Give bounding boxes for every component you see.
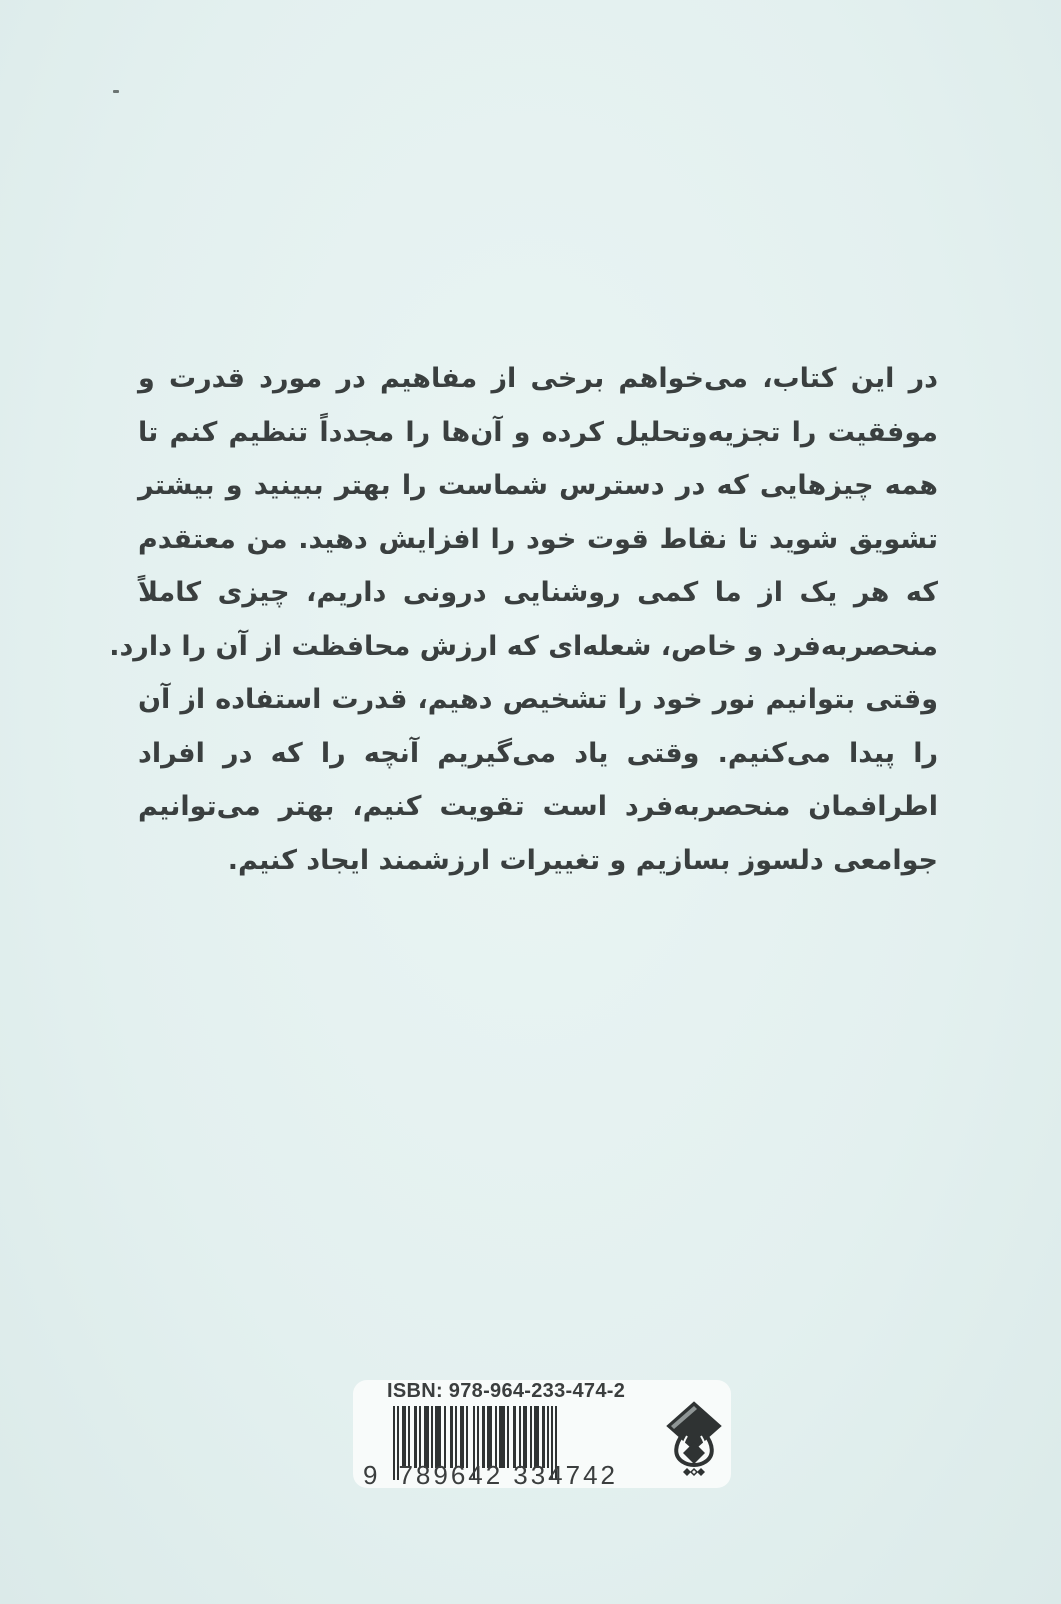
blurb-line: اطرافمان منحصربه‌فرد است تقویت کنیم، بهتر می‌توانیم <box>138 791 938 822</box>
blurb-text <box>109 352 938 887</box>
barcode-digits <box>363 1460 618 1491</box>
blurb-line: تشویق شوید تا نقاط قوت خود را افزایش دهید. من معتقدم <box>138 523 938 555</box>
blurb-line: همه چیزهایی که در دسترس شماست را بهتر ببینید و بیشتر <box>138 470 938 501</box>
isbn-barcode-panel <box>353 1380 731 1488</box>
blurb-line: را پیدا می‌کنیم. وقتی یاد می‌گیریم آنچه را که در افراد <box>138 737 938 769</box>
blurb-line: موفقیت را تجزیه‌وتحلیل کرده و آن‌ها را مجدداً تنظیم کنم تا <box>138 416 938 448</box>
book-diamond-logo-icon <box>661 1400 727 1480</box>
print-speck <box>113 90 119 93</box>
barcode-digits-group1: 789642 <box>398 1460 504 1490</box>
barcode-digits-group2: 334742 <box>513 1460 618 1490</box>
barcode-digit-first: 9 <box>363 1460 381 1490</box>
blurb-line: وقتی بتوانیم نور خود را تشخیص دهیم، قدرت استفاده از آن <box>138 684 938 715</box>
blurb-line: در این کتاب، می‌خواهم برخی از مفاهیم در مورد قدرت و <box>138 363 938 394</box>
blurb-line: جوامعی دلسوز بسازیم و تغییرات ارزشمند ایجاد کنیم. <box>227 844 938 876</box>
blurb-line: منحصربه‌فرد و خاص، شعله‌ای که ارزش محافظت از آن را دارد. <box>109 630 938 662</box>
isbn-label: ISBN: 978-964-233-474-2 <box>387 1380 626 1402</box>
barcode <box>393 1406 655 1468</box>
blurb-line: که هر یک از ما کمی روشنایی درونی داریم، چیزی کاملاً <box>138 577 938 608</box>
